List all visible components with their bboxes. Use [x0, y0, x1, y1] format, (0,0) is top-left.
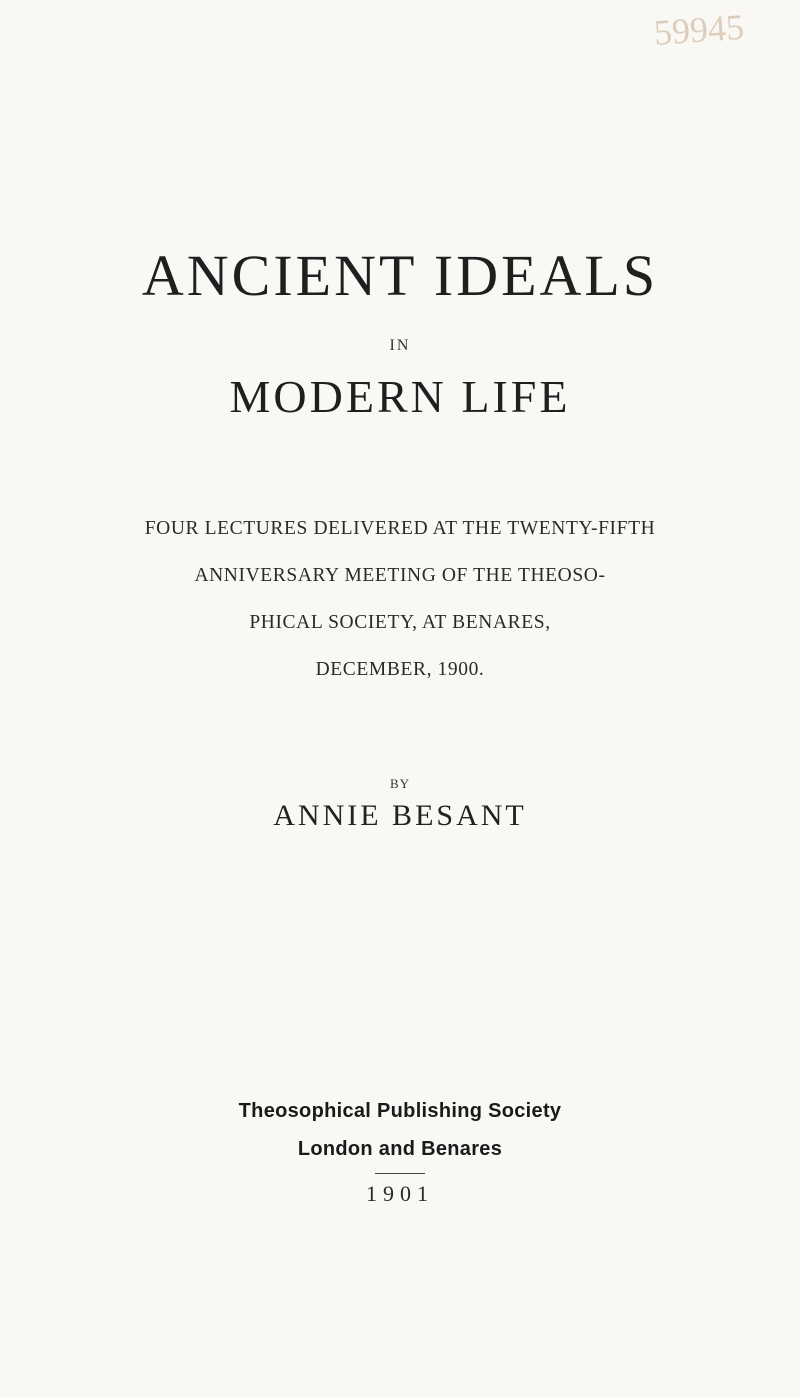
publication-year: 1901	[366, 1181, 434, 1206]
title-connector: IN	[389, 337, 411, 354]
stamp-number: 59945	[652, 6, 746, 53]
divider-rule	[375, 1173, 425, 1174]
description-line-2: ANNIVERSARY MEETING OF THE THEOSO-	[194, 565, 606, 586]
author-name: ANNIE BESANT	[273, 799, 527, 832]
byline-label: BY	[389, 776, 411, 791]
description-line-3: PHICAL SOCIETY, AT BENARES,	[249, 612, 551, 633]
description-line-1: FOUR LECTURES DELIVERED AT THE TWENTY-FIFTH	[144, 518, 656, 539]
main-title: ANCIENT IDEALS	[141, 243, 659, 308]
library-stamp	[650, 0, 800, 60]
publisher-places: London and Benares	[297, 1138, 503, 1160]
publisher-name: Theosophical Publishing Society	[238, 1100, 562, 1122]
subtitle: MODERN LIFE	[229, 371, 571, 422]
description-line-4: DECEMBER, 1900.	[315, 659, 485, 680]
